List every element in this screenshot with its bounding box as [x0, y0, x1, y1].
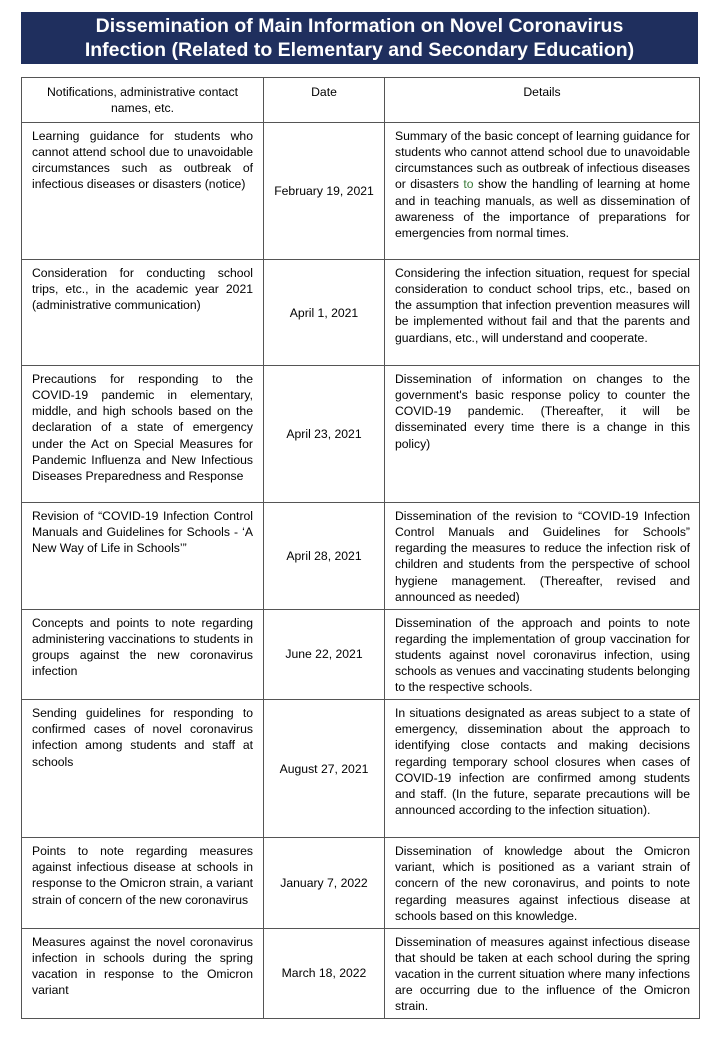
header-details: Details — [385, 78, 700, 123]
title-line-1: Dissemination of Main Information on Novel Coronavirus — [95, 15, 624, 37]
row-date: January 7, 2022 — [264, 838, 385, 928]
row-notification: Revision of “COVID-19 Infection Control Manuals and Guidelines for Schools - ‘A New Way of Life in Schools’” — [22, 503, 264, 610]
information-table — [21, 77, 700, 1019]
table-row — [22, 366, 700, 503]
row-details: Dissemination of measures against infectious disease that should be taken at each school during the spring vacation in the current situation where many infections are occurring due to the influence of the Omicron strain. — [385, 928, 700, 1018]
row-notification: Sending guidelines for responding to confirmed cases of novel coronavirus infection among students and staff at schools — [22, 700, 264, 838]
table-header-row — [22, 78, 700, 123]
row-details-text: show the handling of learning at home and in teaching manuals, as well as dissemination of awareness of the importance of preparations for emergencies from normal times. — [395, 177, 690, 240]
table-row — [22, 700, 700, 838]
table-row — [22, 928, 700, 1018]
document-title — [21, 12, 698, 64]
row-details — [385, 123, 700, 260]
row-details: Considering the infection situation, request for special consideration to conduct school trips, etc., based on the assumption that infection prevention measures will be implemented without fail and that the parents and guardians, etc., will understand and cooperate. — [385, 260, 700, 366]
row-notification: Concepts and points to note regarding administering vaccinations to students in groups against the new coronavirus infection — [22, 609, 264, 699]
row-date: April 28, 2021 — [264, 503, 385, 610]
table-row — [22, 503, 700, 610]
row-details-text: Summary of the basic concept of learning guidance for students who cannot attend school due to unavoidable circumstances such as outbreak of infectious diseases or disasters — [395, 129, 690, 192]
row-date: April 1, 2021 — [264, 260, 385, 366]
row-details: Dissemination of the approach and points to note regarding the implementation of group vaccination for students against novel coronavirus infection, using schools as venues and vaccinating students belonging to the respective schools. — [385, 609, 700, 699]
header-notification: Notifications, administrative contact names, etc. — [22, 78, 264, 123]
row-notification: Measures against the novel coronavirus infection in schools during the spring vacation in response to the Omicron variant — [22, 928, 264, 1018]
row-notification: Consideration for conducting school trips, etc., in the academic year 2021 (administrative communication) — [22, 260, 264, 366]
row-date: April 23, 2021 — [264, 366, 385, 503]
row-date: February 19, 2021 — [264, 123, 385, 260]
row-details-highlight: to — [463, 177, 474, 192]
table-row — [22, 609, 700, 699]
row-details: Dissemination of the revision to “COVID-19 Infection Control Manuals and Guidelines for Schools” regarding the measures to reduce the infection risk of children and students from the perspective of school hygiene management. (Thereafter, revised and announced as needed) — [385, 503, 700, 610]
row-details: Dissemination of knowledge about the Omicron variant, which is positioned as a variant strain of concern of the new coronavirus, and points to note regarding measures against infectious disease at schools based on this knowledge. — [385, 838, 700, 928]
table-row — [22, 838, 700, 928]
row-date: August 27, 2021 — [264, 700, 385, 838]
row-details: In situations designated as areas subject to a state of emergency, dissemination about the approach to identifying close contacts and making decisions regarding temporary school closures when cases of COVID-19 infection are confirmed among students and staff. (In the future, separate precautions will be announced according to the infection situation). — [385, 700, 700, 838]
table-row — [22, 123, 700, 260]
table-row — [22, 260, 700, 366]
title-line-2: Infection (Related to Elementary and Secondary Education) — [84, 39, 635, 61]
row-notification: Precautions for responding to the COVID-19 pandemic in elementary, middle, and high schools based on the declaration of a state of emergency under the Act on Special Measures for Pandemic Influenza and New Infectious Diseases Preparedness and Response — [22, 366, 264, 503]
row-date: June 22, 2021 — [264, 609, 385, 699]
row-notification: Points to note regarding measures against infectious disease at schools in response to the Omicron strain, a variant strain of concern of the new coronavirus — [22, 838, 264, 928]
row-details: Dissemination of information on changes to the government's basic response policy to counter the COVID-19 pandemic. (Thereafter, it will be disseminated every time there is a change in this policy) — [385, 366, 700, 503]
row-date: March 18, 2022 — [264, 928, 385, 1018]
row-notification: Learning guidance for students who cannot attend school due to unavoidable circumstances such as outbreak of infectious diseases or disasters (notice) — [22, 123, 264, 260]
header-date: Date — [264, 78, 385, 123]
